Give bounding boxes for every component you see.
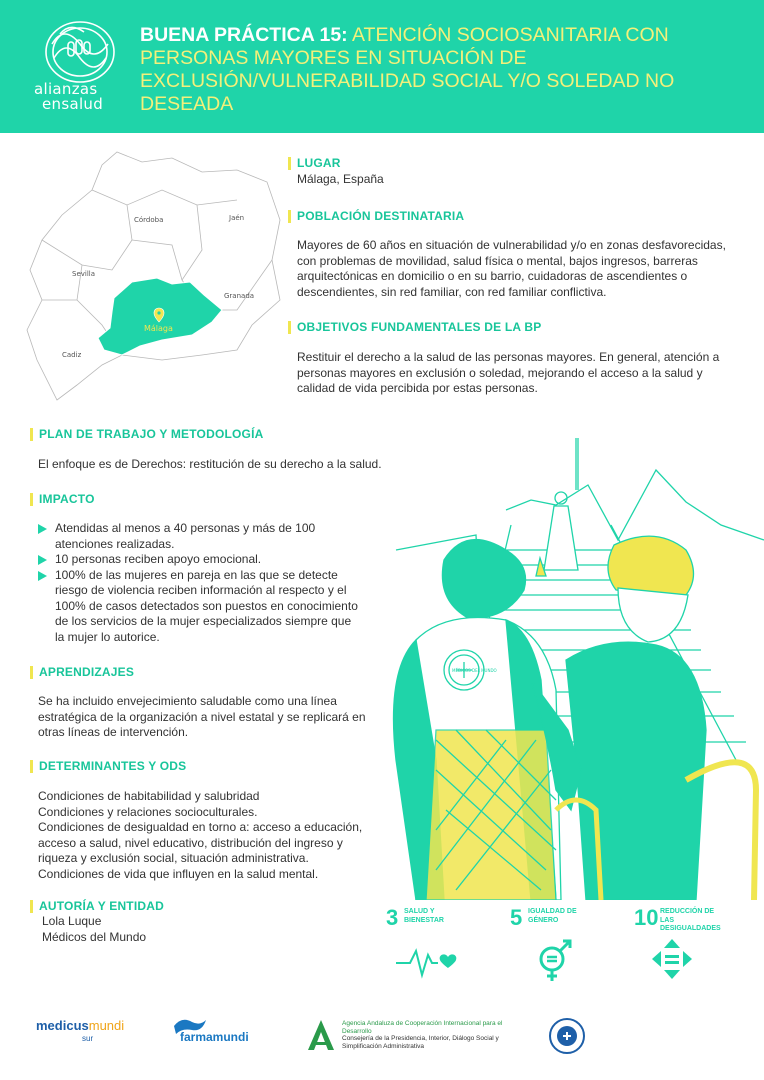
impacto-item-text: 10 personas reciben apoyo emocional.: [55, 552, 262, 566]
determinante-line: Condiciones y relaciones socioculturales.: [38, 804, 258, 819]
map-label-malaga: Málaga: [144, 324, 173, 333]
heading-impacto: IMPACTO: [30, 492, 95, 506]
medicusmundi-b: mundi: [88, 1018, 125, 1033]
map-label-jaen: Jaén: [229, 214, 245, 222]
heading-plan: PLAN DE TRABAJO Y METODOLOGÍA: [30, 427, 264, 441]
title-strong: BUENA PRÁCTICA 15:: [140, 24, 348, 46]
medicos-del-mundo-icon: [548, 1017, 586, 1055]
medicos-del-mundo-badge: [548, 1017, 586, 1055]
bullet-triangle-icon: [38, 571, 47, 581]
junta-text: [342, 1020, 512, 1050]
caregiver-elderly-illustration: [356, 430, 764, 900]
determinante-line: Condiciones de desigualdad en torno a: acceso a educación, acceso a salud, nivel educativo, distribución del ingreso y riqueza y exclusión social, situación administrativa.: [38, 820, 363, 865]
determinante-line: Condiciones de habitabilidad y salubridad: [38, 789, 260, 803]
heading-aprendizajes: APRENDIZAJES: [30, 665, 134, 679]
map-label-granada: Granada: [224, 292, 255, 300]
medicusmundi-logo: [36, 1018, 146, 1054]
map-label-cordoba: Córdoba: [134, 216, 164, 224]
map-label-sevilla: Sevilla: [72, 270, 96, 278]
heading-poblacion: POBLACIÓN DESTINATARIA: [288, 209, 464, 223]
impacto-item: [38, 552, 360, 568]
bullet-triangle-icon: [38, 524, 47, 534]
map-label-cadiz: Cadiz: [62, 351, 82, 359]
aprendizajes-text: Se ha incluido envejecimiento saludable como una línea estratégica de la organización a nivel estatal y se replicará en otras líneas de intervención.: [38, 694, 366, 739]
logo-wordmark: [34, 82, 103, 112]
lugar-text: Málaga, España: [297, 172, 384, 186]
autoria-entity: Médicos del Mundo: [42, 929, 147, 944]
junta-andalucia-logo: [306, 1018, 516, 1058]
heartbeat-icon: [396, 941, 460, 981]
medicusmundi-wordmark: [36, 1018, 146, 1033]
objetivos-text: Restituir el derecho a la salud de las personas mayores. En general, atención a personas mayores en exclusión o soledad, mejorando el acceso a la salud y calidad de vida percibida por estas personas.: [297, 350, 720, 395]
medicusmundi-c: sur: [82, 1034, 94, 1043]
determinantes-list: [38, 789, 383, 882]
ods-number: 10: [634, 905, 659, 930]
ods-label: REDUCCIÓN DE LAS DESIGUALDADES: [660, 908, 721, 932]
ods-number: 5: [510, 905, 523, 930]
title-rest: ATENCIÓN SOCIOSANITARIA CON PERSONAS MAYORES EN SITUACIÓN DE EXCLUSIÓN/VULNERABILIDAD SOCIAL Y/O SOLEDAD NO DESEADA: [140, 24, 675, 115]
junta-andalucia-mark-icon: [306, 1018, 336, 1052]
farmamundi-logo: [172, 1016, 272, 1052]
page-title: [140, 24, 750, 116]
logo-line-1: alianzas: [34, 80, 98, 98]
ods-label: IGUALDAD DE GÉNERO: [528, 908, 577, 924]
farmamundi-wordmark: farmamundi: [180, 1030, 249, 1044]
ods-number: 3: [386, 905, 399, 930]
ods-label: SALUD Y BIENESTAR: [404, 908, 444, 924]
junta-agency: Agencia Andaluza de Cooperación Internacional para el Desarrollo: [342, 1020, 503, 1035]
bullet-triangle-icon: [38, 555, 47, 565]
poblacion-text: Mayores de 60 años en situación de vulnerabilidad y/o en zonas desfavorecidas, con problemas de movilidad, salud física o mental, bajos ingresos, barreras arquitectónicas en domicilio o en su barrio, cuidadoras de ascendientes o descendientes, sin red familiar, con red familiar conflictiva.: [297, 238, 726, 299]
junta-ministry: Consejería de la Presidencia, Interior, Diálogo Social y Simplificación Administrativa: [342, 1035, 499, 1050]
heading-determinantes: DETERMINANTES Y ODS: [30, 759, 186, 773]
heading-objetivos: OBJETIVOS FUNDAMENTALES DE LA BP: [288, 320, 541, 334]
illustration-badge-text: MÉDICOS DEL MUNDO: [452, 668, 497, 673]
map-outline: [27, 152, 280, 400]
medicusmundi-a: medicus: [36, 1018, 89, 1033]
impacto-item: [38, 568, 360, 646]
andalucia-map: [22, 150, 282, 405]
reduced-inequalities-icon: [650, 937, 694, 981]
impacto-item: [38, 521, 360, 552]
impacto-item-text: Atendidas al menos a 40 personas y más de 100 atenciones realizadas.: [55, 521, 316, 551]
determinante-line: Condiciones de vida que influyen en la salud mental.: [38, 866, 319, 881]
impacto-list: [38, 521, 360, 645]
autoria-list: [42, 914, 342, 945]
autoria-name: Lola Luque: [42, 914, 102, 928]
plan-text: El enfoque es de Derechos: restitución de su derecho a la salud.: [38, 457, 382, 471]
impacto-item-text: 100% de las mujeres en pareja en las que se detecte riesgo de violencia reciben información al respecto y el 100% de casos detectados son puestos en conocimiento de los servicios de la mujer especializados siempre que la mujer lo autorice.: [55, 567, 358, 644]
header-banner: [0, 0, 764, 133]
heading-autoria: AUTORÍA Y ENTIDAD: [30, 899, 164, 913]
logo-line-2: ensalud: [42, 95, 104, 113]
gender-equality-icon: [530, 935, 578, 983]
heading-lugar: LUGAR: [288, 156, 341, 170]
